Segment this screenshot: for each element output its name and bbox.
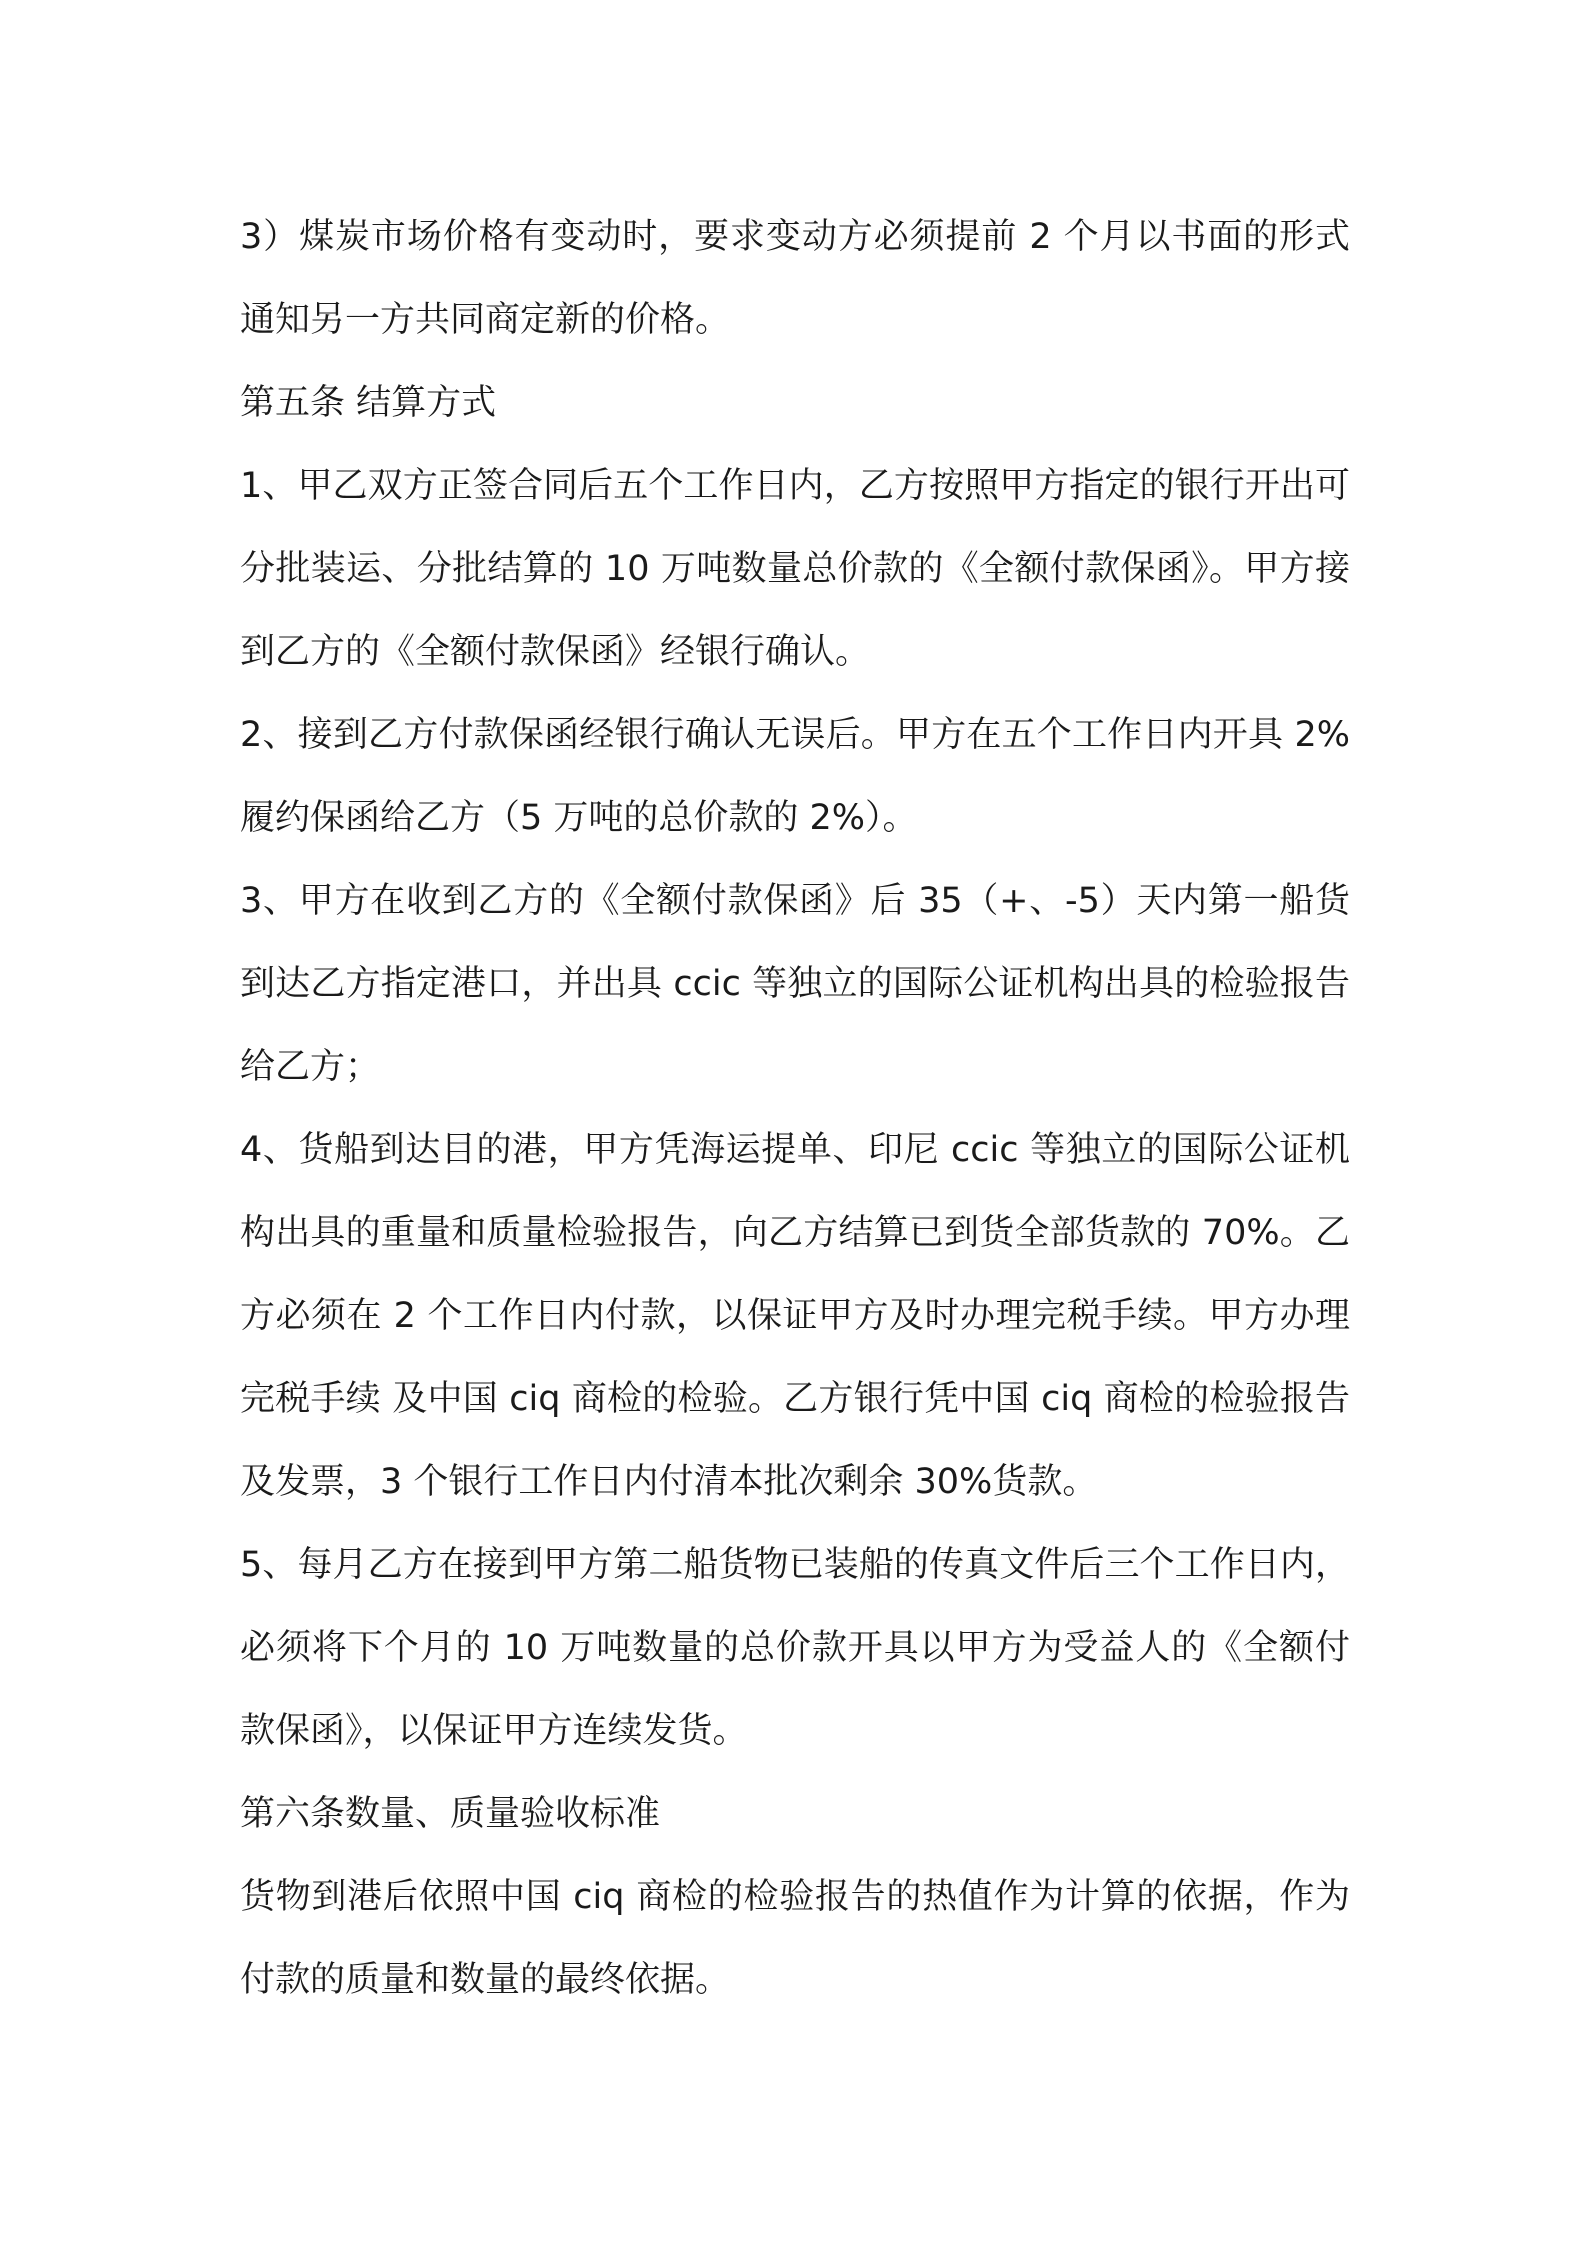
heading-article-6-acceptance: 第六条数量、质量验收标准 — [240, 1794, 661, 1834]
paragraph-settlement-1: 1、甲乙双方正签合同后五个工作日内，乙方按照甲方指定的银行开出可分批装运、分批结算的 10 万吨数量总价款的《全额付款保函》。甲方接到乙方的《全额付款保函》经银行确认。 — [240, 466, 1350, 672]
paragraph-settlement-3: 3、甲方在收到乙方的《全额付款保函》后 35（+、-5）天内第一船货到达乙方指定港口，并出具 ccic 等独立的国际公证机构出具的检验报告给乙方； — [240, 881, 1350, 1087]
paragraph-acceptance-standard: 货物到港后依照中国 ciq 商检的检验报告的热值作为计算的依据，作为付款的质量和数量的最终依据。 — [240, 1877, 1350, 2000]
paragraph-settlement-2: 2、接到乙方付款保函经银行确认无误后。甲方在五个工作日内开具 2%履约保函给乙方（5 万吨的总价款的 2%）。 — [240, 715, 1350, 838]
paragraph-settlement-5: 5、每月乙方在接到甲方第二船货物已装船的传真文件后三个工作日内，必须将下个月的 10 万吨数量的总价款开具以甲方为受益人的《全额付款保函》，以保证甲方连续发货。 — [240, 1545, 1350, 1751]
paragraph-price-change: 3）煤炭市场价格有变动时，要求变动方必须提前 2 个月以书面的形式通知另一方共同商定新的价格。 — [240, 217, 1350, 340]
document-body — [240, 196, 1350, 2022]
heading-article-5-settlement: 第五条 结算方式 — [240, 383, 497, 423]
paragraph-settlement-4: 4、货船到达目的港，甲方凭海运提单、印尼 ccic 等独立的国际公证机构出具的重量和质量检验报告，向乙方结算已到货全部货款的 70%。乙方必须在 2 个工作日内付款，以保证甲方及时办理完税手续。甲方办理完税手续 及中国 ciq 商检的检验。乙方银行凭中国 ciq 商检的检验报告及发票，3 个银行工作日内付清本批次剩余 30%货款。 — [240, 1130, 1350, 1502]
